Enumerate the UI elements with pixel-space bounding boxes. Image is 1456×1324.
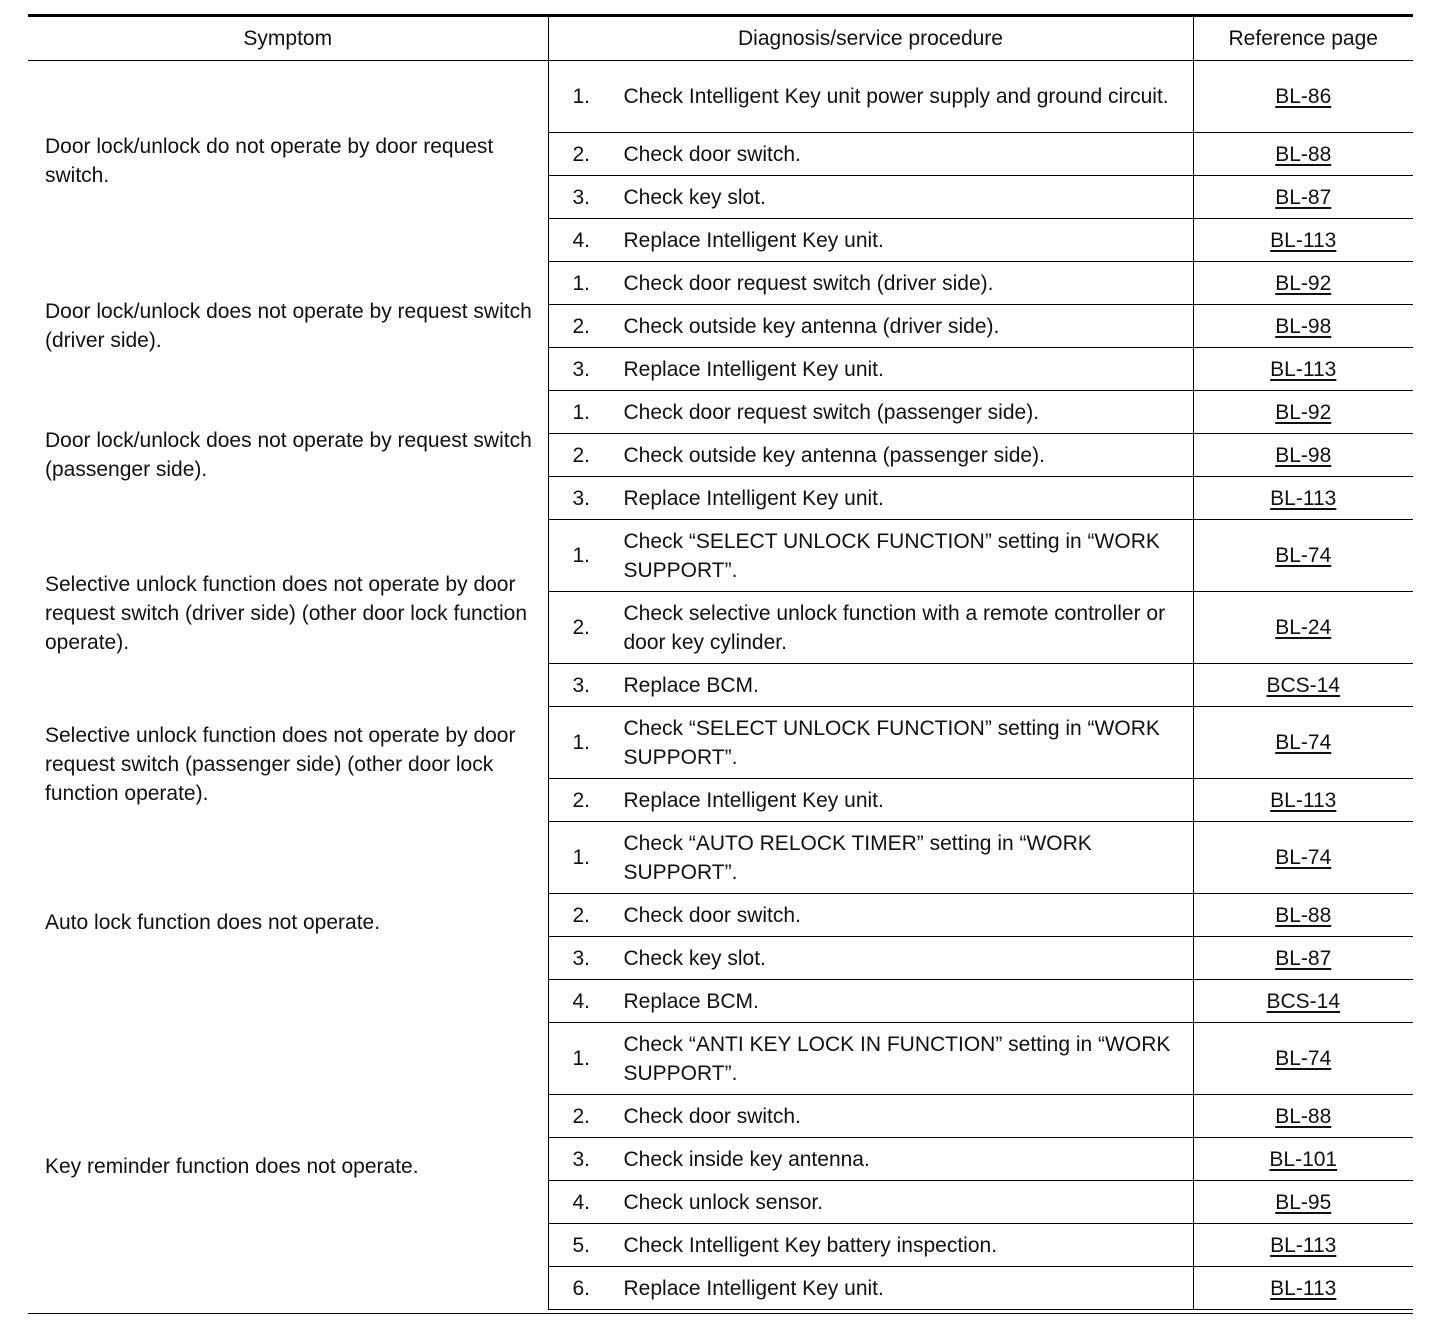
step-number: 5. bbox=[572, 1233, 591, 1257]
procedure-cell bbox=[548, 391, 1193, 434]
step-number: 2. bbox=[572, 903, 591, 927]
reference-link[interactable]: BCS-14 bbox=[1266, 673, 1341, 697]
reference-link[interactable]: BL-101 bbox=[1269, 1147, 1338, 1171]
reference-link[interactable]: BL-92 bbox=[1275, 271, 1332, 295]
step-text: Check selective unlock function with a remote controller or door key cylinder. bbox=[623, 601, 1166, 654]
reference-cell bbox=[1193, 477, 1413, 520]
procedure-step bbox=[549, 1274, 1193, 1303]
step-text: Replace BCM. bbox=[623, 673, 759, 697]
reference-link[interactable]: BL-74 bbox=[1275, 544, 1332, 567]
procedure-step bbox=[549, 987, 1193, 1016]
procedure-step bbox=[549, 599, 1193, 657]
reference-cell bbox=[1193, 391, 1413, 434]
procedure-cell bbox=[548, 176, 1193, 219]
procedure-step bbox=[549, 901, 1193, 930]
step-number: 2. bbox=[572, 443, 591, 467]
procedure-cell bbox=[548, 779, 1193, 822]
reference-cell bbox=[1193, 520, 1413, 592]
step-text: Check door switch. bbox=[623, 903, 801, 927]
procedure-step bbox=[549, 1188, 1193, 1217]
procedure-cell bbox=[548, 61, 1193, 133]
procedure-step bbox=[549, 398, 1193, 427]
step-number: 1. bbox=[572, 731, 591, 754]
table-row bbox=[28, 1023, 1413, 1095]
step-text: Check “SELECT UNLOCK FUNCTION” setting in “WORK SUPPORT”. bbox=[623, 529, 1160, 582]
reference-link[interactable]: BL-24 bbox=[1275, 616, 1332, 639]
reference-link[interactable]: BL-88 bbox=[1275, 142, 1332, 166]
step-text: Check “SELECT UNLOCK FUNCTION” setting in “WORK SUPPORT”. bbox=[623, 716, 1160, 769]
step-number: 4. bbox=[572, 989, 591, 1013]
procedure-step bbox=[549, 829, 1193, 887]
reference-cell bbox=[1193, 779, 1413, 822]
step-number: 2. bbox=[572, 314, 591, 338]
reference-link[interactable]: BL-74 bbox=[1275, 1047, 1332, 1070]
procedure-cell bbox=[548, 1138, 1193, 1181]
procedure-cell bbox=[548, 348, 1193, 391]
step-number: 2. bbox=[572, 1104, 591, 1128]
procedure-step bbox=[549, 269, 1193, 298]
reference-cell bbox=[1193, 1023, 1413, 1095]
table-body bbox=[28, 61, 1413, 1310]
reference-cell bbox=[1193, 592, 1413, 664]
step-number: 6. bbox=[572, 1276, 591, 1300]
reference-cell bbox=[1193, 133, 1413, 176]
procedure-cell bbox=[548, 1095, 1193, 1138]
reference-link[interactable]: BL-113 bbox=[1270, 1276, 1337, 1300]
reference-link[interactable]: BL-74 bbox=[1275, 846, 1332, 869]
procedure-step bbox=[549, 671, 1193, 700]
step-number: 3. bbox=[572, 486, 591, 510]
procedure-step bbox=[549, 944, 1193, 973]
step-text: Replace BCM. bbox=[623, 989, 759, 1013]
procedure-step bbox=[549, 1231, 1193, 1260]
reference-link[interactable]: BL-113 bbox=[1270, 228, 1337, 252]
step-text: Check unlock sensor. bbox=[623, 1190, 824, 1214]
reference-link[interactable]: BL-88 bbox=[1275, 1104, 1332, 1128]
diagnosis-table bbox=[28, 14, 1413, 1310]
procedure-cell bbox=[548, 894, 1193, 937]
step-number: 2. bbox=[572, 142, 591, 166]
procedure-cell bbox=[548, 133, 1193, 176]
procedure-step bbox=[549, 312, 1193, 341]
step-number: 3. bbox=[572, 946, 591, 970]
reference-cell bbox=[1193, 1138, 1413, 1181]
step-text: Replace Intelligent Key unit. bbox=[623, 357, 884, 381]
reference-link[interactable]: BL-88 bbox=[1275, 903, 1332, 927]
step-number: 2. bbox=[572, 616, 591, 639]
step-number: 2. bbox=[572, 788, 591, 812]
step-text: Check door request switch (driver side). bbox=[623, 271, 994, 295]
step-text: Replace Intelligent Key unit. bbox=[623, 788, 884, 812]
reference-link[interactable]: BL-98 bbox=[1275, 443, 1332, 467]
reference-cell bbox=[1193, 61, 1413, 133]
symptom-cell: Selective unlock function does not operate by door request switch (passenger side) (other door lock function operate). bbox=[28, 707, 548, 822]
procedure-cell bbox=[548, 1181, 1193, 1224]
step-number: 4. bbox=[572, 1190, 591, 1214]
procedure-cell bbox=[548, 305, 1193, 348]
header-procedure: Diagnosis/service procedure bbox=[548, 16, 1193, 61]
step-number: 1. bbox=[572, 400, 591, 424]
procedure-step bbox=[549, 714, 1193, 772]
table-row bbox=[28, 391, 1413, 434]
step-text: Replace Intelligent Key unit. bbox=[623, 228, 884, 252]
reference-link[interactable]: BL-113 bbox=[1270, 357, 1337, 381]
reference-link[interactable]: BL-113 bbox=[1270, 486, 1337, 510]
step-text: Check outside key antenna (passenger side). bbox=[623, 443, 1045, 467]
symptom-cell: Key reminder function does not operate. bbox=[28, 1023, 548, 1310]
step-number: 3. bbox=[572, 673, 591, 697]
procedure-cell bbox=[548, 477, 1193, 520]
reference-link[interactable]: BL-95 bbox=[1275, 1190, 1332, 1214]
header-reference: Reference page bbox=[1193, 16, 1413, 61]
procedure-cell bbox=[548, 1023, 1193, 1095]
procedure-step bbox=[549, 786, 1193, 815]
step-text: Check “AUTO RELOCK TIMER” setting in “WORK SUPPORT”. bbox=[623, 831, 1092, 884]
step-text: Check Intelligent Key unit power supply and ground circuit. bbox=[623, 85, 1169, 108]
step-number: 4. bbox=[572, 228, 591, 252]
step-text: Check door request switch (passenger side). bbox=[623, 400, 1040, 424]
table-row bbox=[28, 262, 1413, 305]
reference-link[interactable]: BL-92 bbox=[1275, 400, 1332, 424]
reference-link[interactable]: BL-87 bbox=[1275, 946, 1332, 970]
procedure-cell bbox=[548, 980, 1193, 1023]
procedure-cell bbox=[548, 520, 1193, 592]
symptom-cell: Auto lock function does not operate. bbox=[28, 822, 548, 1023]
step-text: Replace Intelligent Key unit. bbox=[623, 1276, 884, 1300]
procedure-cell bbox=[548, 822, 1193, 894]
step-text: Check “ANTI KEY LOCK IN FUNCTION” setting in “WORK SUPPORT”. bbox=[623, 1032, 1171, 1085]
step-number: 1. bbox=[572, 1047, 591, 1070]
step-text: Check outside key antenna (driver side). bbox=[623, 314, 1000, 338]
step-text: Check inside key antenna. bbox=[623, 1147, 870, 1171]
reference-cell bbox=[1193, 894, 1413, 937]
procedure-step bbox=[549, 1102, 1193, 1131]
procedure-step bbox=[549, 1145, 1193, 1174]
reference-link[interactable]: BL-86 bbox=[1275, 85, 1332, 108]
procedure-cell bbox=[548, 1224, 1193, 1267]
symptom-cell: Door lock/unlock does not operate by request switch (passenger side). bbox=[28, 391, 548, 520]
procedure-cell bbox=[548, 219, 1193, 262]
step-number: 1. bbox=[572, 85, 591, 108]
header-symptom: Symptom bbox=[28, 16, 548, 61]
step-text: Check door switch. bbox=[623, 1104, 801, 1128]
reference-cell bbox=[1193, 707, 1413, 779]
step-number: 1. bbox=[572, 271, 591, 295]
step-text: Check door switch. bbox=[623, 142, 801, 166]
reference-cell bbox=[1193, 262, 1413, 305]
reference-cell bbox=[1193, 434, 1413, 477]
header-row bbox=[28, 16, 1413, 61]
procedure-step bbox=[549, 140, 1193, 169]
reference-cell bbox=[1193, 1267, 1413, 1310]
reference-cell bbox=[1193, 348, 1413, 391]
procedure-cell bbox=[548, 937, 1193, 980]
step-text: Replace Intelligent Key unit. bbox=[623, 486, 884, 510]
step-number: 3. bbox=[572, 1147, 591, 1171]
step-number: 1. bbox=[572, 544, 591, 567]
step-text: Check Intelligent Key battery inspection. bbox=[623, 1233, 998, 1257]
step-number: 3. bbox=[572, 185, 591, 209]
procedure-cell bbox=[548, 664, 1193, 707]
reference-cell bbox=[1193, 664, 1413, 707]
procedure-cell bbox=[548, 707, 1193, 779]
procedure-step bbox=[549, 183, 1193, 212]
table-row bbox=[28, 707, 1413, 779]
procedure-cell bbox=[548, 592, 1193, 664]
step-number: 3. bbox=[572, 357, 591, 381]
step-text: Check key slot. bbox=[623, 946, 766, 970]
reference-link[interactable]: BL-113 bbox=[1270, 1233, 1337, 1257]
reference-cell bbox=[1193, 980, 1413, 1023]
procedure-step bbox=[549, 355, 1193, 384]
procedure-cell bbox=[548, 1267, 1193, 1310]
table-row bbox=[28, 61, 1413, 133]
procedure-step bbox=[549, 527, 1193, 585]
reference-cell bbox=[1193, 1181, 1413, 1224]
procedure-step bbox=[549, 1030, 1193, 1088]
reference-link[interactable]: BL-113 bbox=[1270, 788, 1337, 812]
symptom-cell: Door lock/unlock does not operate by request switch (driver side). bbox=[28, 262, 548, 391]
procedure-cell bbox=[548, 434, 1193, 477]
reference-cell bbox=[1193, 1095, 1413, 1138]
step-number: 1. bbox=[572, 846, 591, 869]
table-row bbox=[28, 822, 1413, 894]
procedure-step bbox=[549, 484, 1193, 513]
reference-cell bbox=[1193, 822, 1413, 894]
procedure-cell bbox=[548, 262, 1193, 305]
reference-link[interactable]: BL-74 bbox=[1275, 731, 1332, 754]
step-text: Check key slot. bbox=[623, 185, 766, 209]
reference-link[interactable]: BL-98 bbox=[1275, 314, 1332, 338]
reference-cell bbox=[1193, 1224, 1413, 1267]
reference-cell bbox=[1193, 305, 1413, 348]
table-bottom-rule bbox=[28, 1313, 1413, 1314]
procedure-step bbox=[549, 226, 1193, 255]
symptom-cell: Selective unlock function does not operate by door request switch (driver side) (other door lock function operate). bbox=[28, 520, 548, 707]
reference-cell bbox=[1193, 219, 1413, 262]
reference-cell bbox=[1193, 937, 1413, 980]
reference-link[interactable]: BCS-14 bbox=[1266, 989, 1341, 1013]
table-row bbox=[28, 520, 1413, 592]
procedure-step bbox=[549, 441, 1193, 470]
reference-link[interactable]: BL-87 bbox=[1275, 185, 1332, 209]
symptom-cell: Door lock/unlock do not operate by door request switch. bbox=[28, 61, 548, 262]
reference-cell bbox=[1193, 176, 1413, 219]
procedure-step bbox=[549, 82, 1193, 111]
